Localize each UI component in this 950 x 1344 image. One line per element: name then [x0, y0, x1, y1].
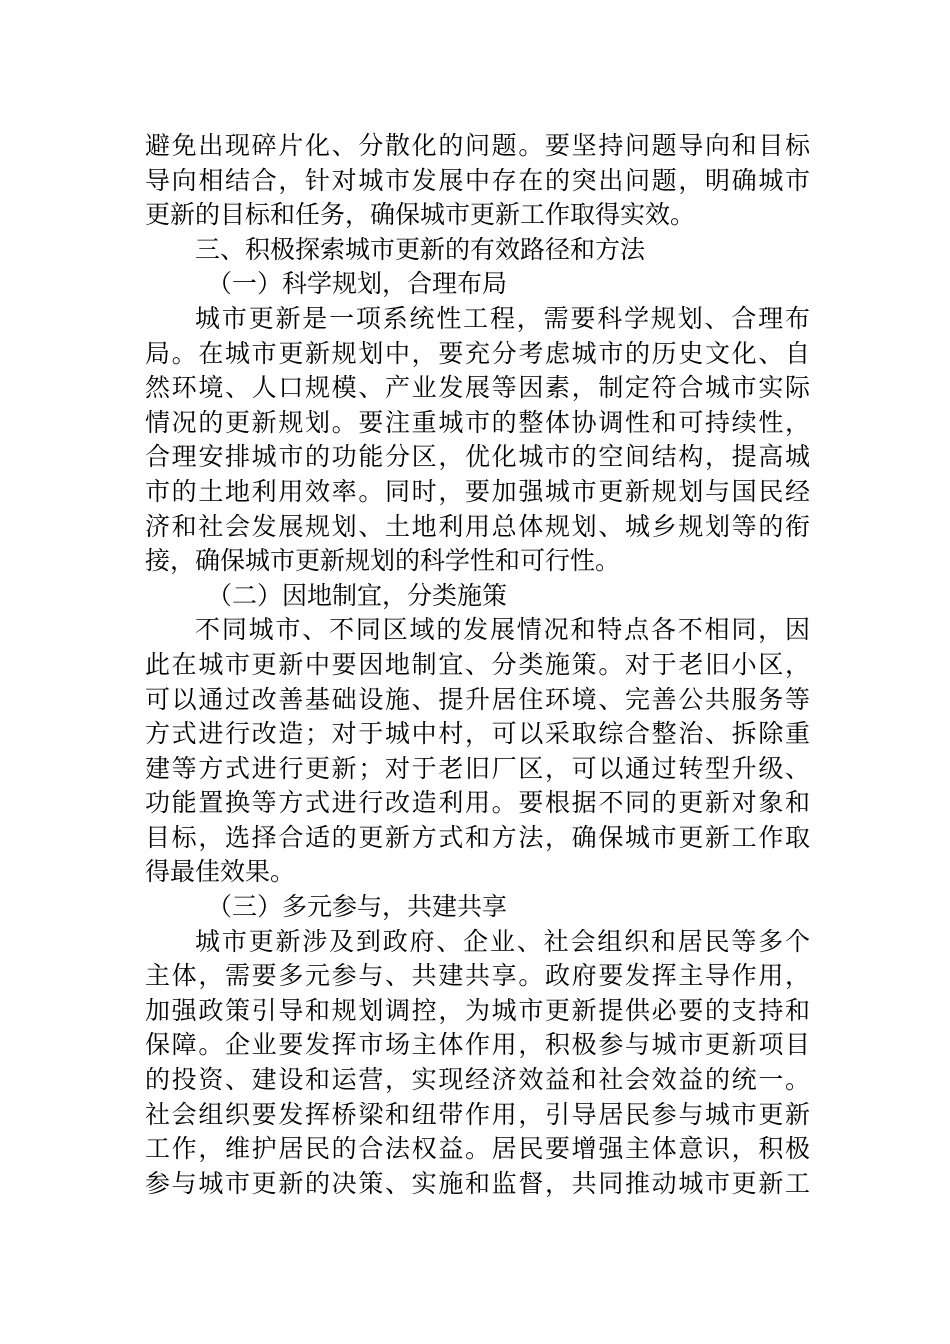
text-line: 更新的目标和任务，确保城市更新工作取得实效。	[145, 200, 696, 230]
text-line: 局。在城市更新规划中，要充分考虑城市的历史文化、自	[145, 338, 810, 368]
text-line: 情况的更新规划。要注重城市的整体协调性和可持续性，	[145, 407, 810, 437]
text-line: 参与城市更新的决策、实施和监督，共同推动城市更新工	[145, 1168, 810, 1198]
text-line: （一）科学规划，合理布局	[207, 269, 508, 299]
text-line: 的投资、建设和运营，实现经济效益和社会效益的统一。	[145, 1065, 810, 1095]
text-line: 社会组织要发挥桥梁和纽带作用，引导居民参与城市更新	[145, 1099, 810, 1129]
text-line: 济和社会发展规划、土地利用总体规划、城乡规划等的衔	[145, 511, 810, 541]
text-line: 三、积极探索城市更新的有效路径和方法	[195, 234, 646, 264]
text-line: 加强政策引导和规划调控，为城市更新提供必要的支持和	[145, 995, 810, 1025]
text-line: 市的土地利用效率。同时，要加强城市更新规划与国民经	[145, 476, 810, 506]
text-line: 目标，选择合适的更新方式和方法，确保城市更新工作取	[145, 822, 810, 852]
text-line: 城市更新是一项系统性工程，需要科学规划、合理布	[195, 303, 810, 333]
text-line: 工作，维护居民的合法权益。居民要增强主体意识，积极	[145, 1134, 810, 1164]
text-line: 建等方式进行更新；对于老旧厂区，可以通过转型升级、	[145, 753, 810, 783]
text-line: 城市更新涉及到政府、企业、社会组织和居民等多个	[195, 926, 810, 956]
text-line: 合理安排城市的功能分区，优化城市的空间结构，提高城	[145, 442, 810, 472]
text-line: 功能置换等方式进行改造利用。要根据不同的更新对象和	[145, 788, 810, 818]
text-line: 接，确保城市更新规划的科学性和可行性。	[145, 546, 621, 576]
text-line: 然环境、人口规模、产业发展等因素，制定符合城市实际	[145, 373, 810, 403]
text-line: 此在城市更新中要因地制宜、分类施策。对于老旧小区，	[145, 649, 810, 679]
text-line: 主体，需要多元参与、共建共享。政府要发挥主导作用，	[145, 961, 810, 991]
text-line: 导向相结合，针对城市发展中存在的突出问题，明确城市	[145, 165, 810, 195]
text-line: 可以通过改善基础设施、提升居住环境、完善公共服务等	[145, 684, 810, 714]
text-line: 不同城市、不同区域的发展情况和特点各不相同，因	[195, 615, 810, 645]
text-line: （二）因地制宜，分类施策	[207, 580, 508, 610]
text-line: 避免出现碎片化、分散化的问题。要坚持问题导向和目标	[145, 131, 810, 160]
text-line: 得最佳效果。	[145, 857, 296, 887]
document-body	[145, 129, 810, 1201]
text-line: 方式进行改造；对于城中村，可以采取综合整治、拆除重	[145, 719, 810, 749]
text-line: 保障。企业要发挥市场主体作用，积极参与城市更新项目	[145, 1030, 810, 1060]
text-line: （三）多元参与，共建共享	[207, 892, 508, 922]
